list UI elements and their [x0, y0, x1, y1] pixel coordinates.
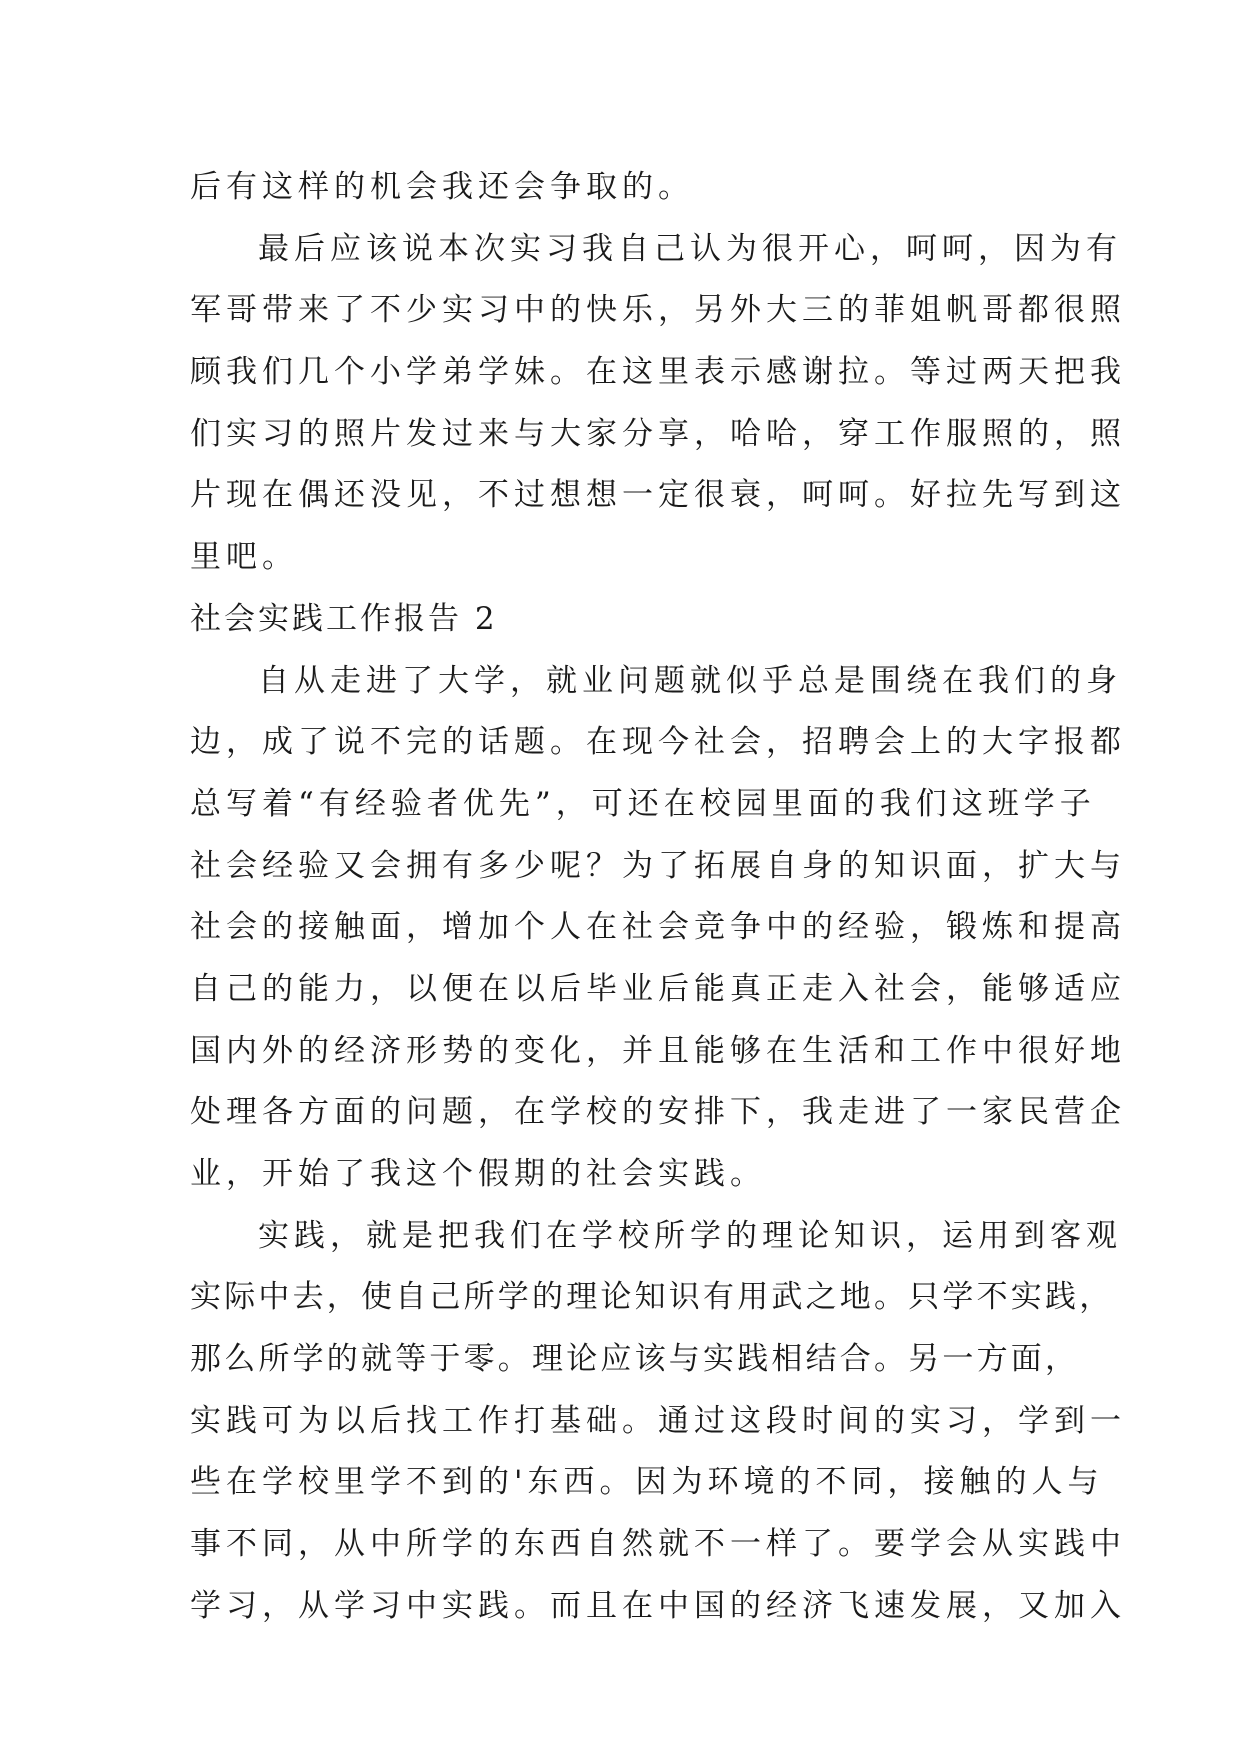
paragraph-intro	[190, 651, 1126, 1206]
paragraph-thanks	[190, 219, 1126, 589]
text-line: 最后应该说本次实习我自己认为很开心，呵呵，因为有	[258, 230, 1122, 267]
text-line: 顾我们几个小学弟学妹。在这里表示感谢拉。等过两天把我	[190, 354, 1126, 391]
document-body	[190, 157, 1126, 1638]
text-line: 们实习的照片发过来与大家分享，哈哈，穿工作服照的，照	[190, 415, 1126, 452]
text-line: 片现在偶还没见，不过想想一定很衰，呵呵。好拉先写到这	[190, 477, 1126, 514]
section-heading: 社会实践工作报告 2	[190, 600, 498, 637]
text-line: 业，开始了我这个假期的社会实践。	[190, 1156, 766, 1192]
text-line: 里吧。	[190, 539, 298, 576]
text-line: 社会的接触面，增加个人在社会竞争中的经验，锻炼和提高	[190, 909, 1126, 946]
text-line: 社会经验又会拥有多少呢？为了拓展自身的知识面，扩大与	[190, 847, 1126, 884]
text-line: 处理各方面的问题，在学校的安排下，我走进了一家民营企	[190, 1094, 1126, 1131]
text-line: 边，成了说不完的话题。在现今社会，招聘会上的大字报都	[190, 724, 1126, 761]
text-line: 学习，从学习中实践。而且在中国的经济飞速发展，又加入	[190, 1587, 1126, 1624]
text-line: 实践，就是把我们在学校所学的理论知识，运用到客观	[258, 1217, 1122, 1254]
text-line: 自从走进了大学，就业问题就似乎总是围绕在我们的身	[258, 662, 1122, 699]
text-line: 实际中去，使自己所学的理论知识有用武之地。只学不实践，	[190, 1279, 1114, 1316]
paragraph-practice	[190, 1206, 1126, 1638]
text-line: 后有这样的机会我还会争取的。	[190, 169, 694, 205]
text-line: 事不同，从中所学的东西自然就不一样了。要学会从实践中	[190, 1526, 1126, 1563]
text-line: 些在学校里学不到的'东西。因为环境的不同，接触的人与	[190, 1464, 1104, 1501]
text-line: 军哥带来了不少实习中的快乐，另外大三的菲姐帆哥都很照	[190, 292, 1126, 329]
text-line: 自己的能力，以便在以后毕业后能真正走入社会，能够适应	[190, 970, 1126, 1007]
text-line: 总写着“有经验者优先”，可还在校园里面的我们这班学子	[190, 785, 1096, 822]
text-line: 那么所学的就等于零。理论应该与实践相结合。另一方面，	[190, 1341, 1080, 1378]
paragraph-closing-remark	[190, 157, 1060, 219]
text-line: 实践可为以后找工作打基础。通过这段时间的实习，学到一	[190, 1402, 1126, 1439]
text-line: 国内外的经济形势的变化，并且能够在生活和工作中很好地	[190, 1032, 1126, 1069]
